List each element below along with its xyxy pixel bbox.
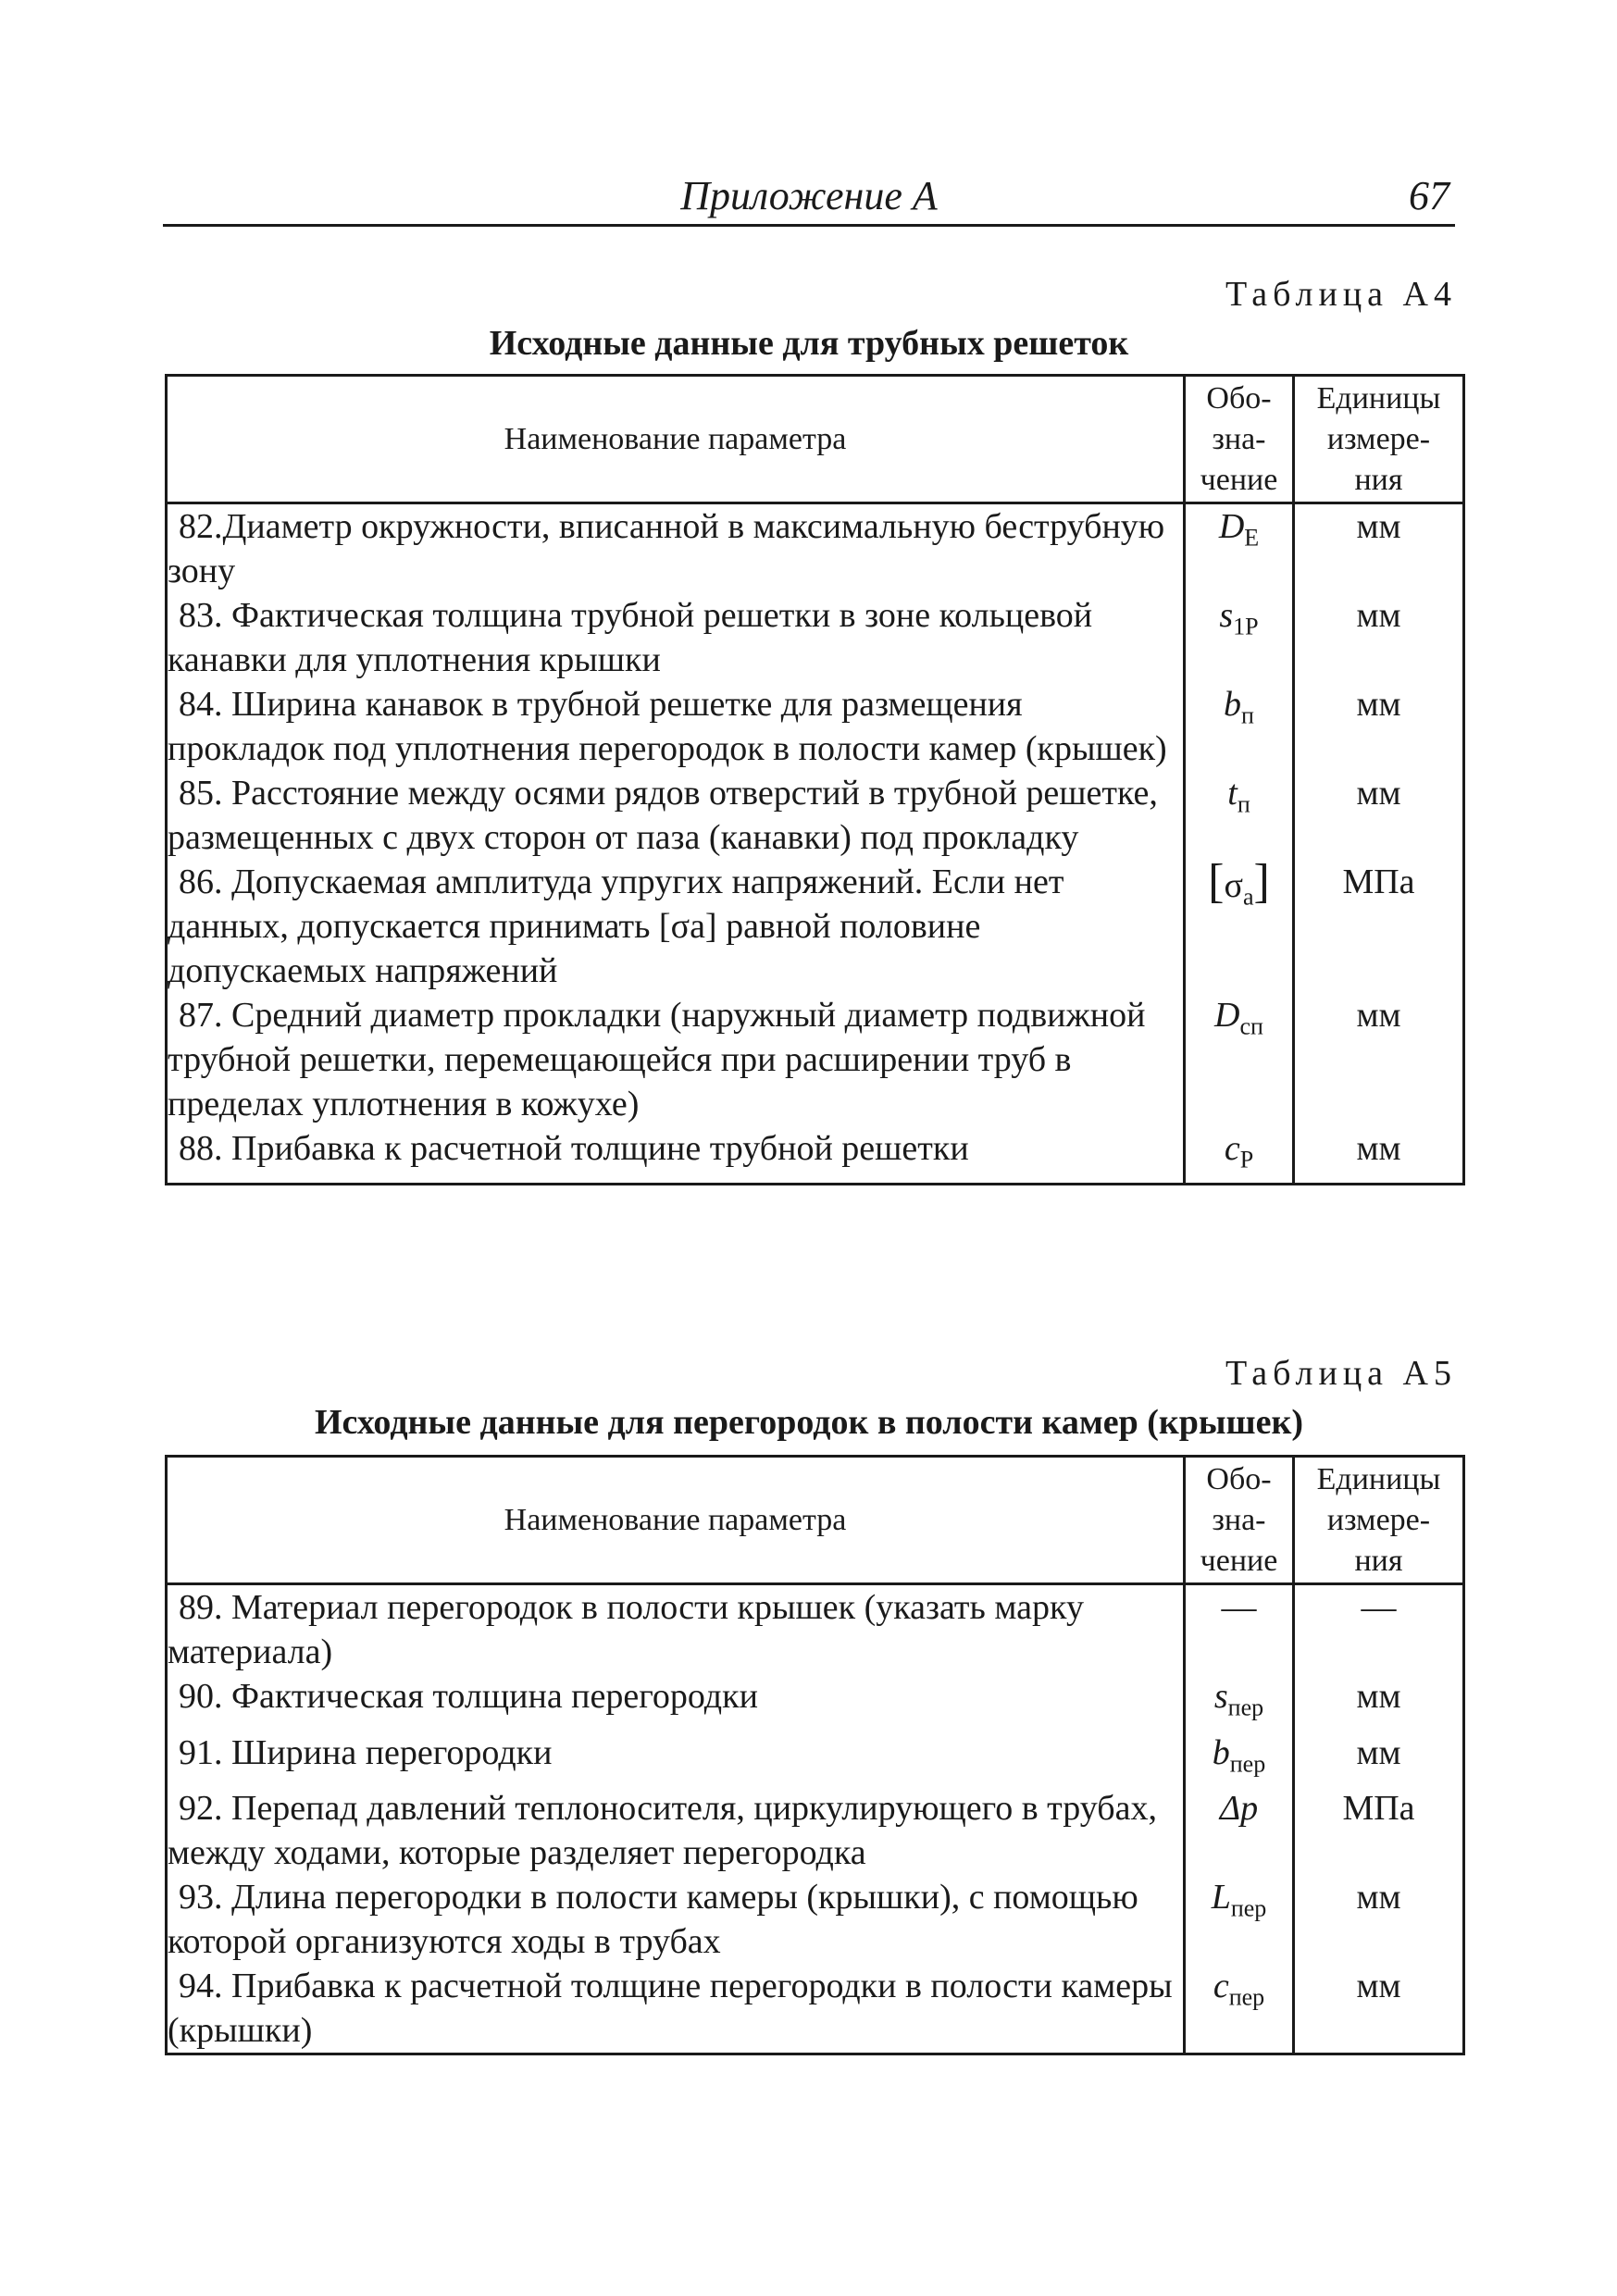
- parameter-name: 85. Расстояние между осями рядов отверстий в трубной решетке, размещенных с двух сторон от паза (канавки) под прокладку: [167, 771, 1185, 860]
- parameter-unit: мм: [1294, 1964, 1464, 2054]
- column-header-unit: Единицы измере- ния: [1294, 1457, 1464, 1584]
- parameter-name: 93. Длина перегородки в полости камеры (крышки), с помощью которой организуются ходы в трубах: [167, 1875, 1185, 1964]
- parameter-name: 86. Допускаемая амплитуда упругих напряжений. Если нет данных, допускается принимать [σа] равной половине допускаемых напряжений: [167, 860, 1185, 993]
- parameter-name: 84. Ширина канавок в трубной решетке для размещения прокладок под уплотнения перегородок в полости камер (крышек): [167, 682, 1185, 771]
- parameter-symbol: $c_Р$: [1185, 1126, 1294, 1184]
- table-a5-title: Исходные данные для перегородок в полости камер (крышек): [314, 1403, 1304, 1442]
- parameter-unit: мм: [1294, 771, 1464, 860]
- running-head-title: Приложение А: [680, 173, 938, 218]
- table-row: [167, 503, 1464, 594]
- parameter-unit: мм: [1294, 1126, 1464, 1184]
- parameter-name: 91. Ширина перегородки: [167, 1731, 1185, 1787]
- parameter-name: 87. Средний диаметр прокладки (наружный диаметр подвижной трубной решетки, перемещающейся при расширении труб в пределах уплотнения в кожухе): [167, 993, 1185, 1126]
- parameter-symbol: $s_{1Р}$: [1185, 593, 1294, 682]
- parameter-symbol: $b_п$: [1185, 682, 1294, 771]
- parameter-symbol: $c_{пер}$: [1185, 1964, 1294, 2054]
- parameter-name: 90. Фактическая толщина перегородки: [167, 1674, 1185, 1731]
- parameter-unit: МПа: [1294, 1786, 1464, 1875]
- table-row: [167, 1674, 1464, 1731]
- parameter-symbol: Δp: [1185, 1786, 1294, 1875]
- parameter-unit: мм: [1294, 1875, 1464, 1964]
- table-a4: [165, 374, 1465, 1185]
- table-row: [167, 1731, 1464, 1787]
- table-row: [167, 1786, 1464, 1875]
- parameter-symbol: $D_Е$: [1185, 503, 1294, 594]
- table-row: [167, 771, 1464, 860]
- parameter-name: 82.Диаметр окружности, вписанной в максимальную беструбную зону: [167, 503, 1185, 594]
- parameter-unit: МПа: [1294, 860, 1464, 993]
- parameter-unit: мм: [1294, 1674, 1464, 1731]
- table-a4-label: Таблица А4: [1225, 275, 1457, 314]
- parameter-unit: мм: [1294, 503, 1464, 594]
- table-a5-label: Таблица А5: [1225, 1354, 1457, 1393]
- column-header-symbol: Обо- зна- чение: [1185, 376, 1294, 503]
- parameter-name: 92. Перепад давлений теплоносителя, циркулирующего в трубах, между ходами, которые разделяет перегородка: [167, 1786, 1185, 1875]
- table-row: [167, 593, 1464, 682]
- running-head: [163, 172, 1455, 227]
- parameter-symbol: $L_{пер}$: [1185, 1875, 1294, 1964]
- parameter-symbol: $s_{пер}$: [1185, 1674, 1294, 1731]
- parameter-symbol: $b_{пер}$: [1185, 1731, 1294, 1787]
- table-a4-title: Исходные данные для трубных решеток: [489, 324, 1129, 363]
- parameter-unit: мм: [1294, 682, 1464, 771]
- table-a5: [165, 1455, 1465, 2055]
- parameter-symbol: $t_п$: [1185, 771, 1294, 860]
- parameter-unit: —: [1294, 1584, 1464, 1675]
- parameter-unit: мм: [1294, 993, 1464, 1126]
- parameter-name: 88. Прибавка к расчетной толщине трубной решетки: [167, 1126, 1185, 1184]
- column-header-name: Наименование параметра: [167, 376, 1185, 503]
- parameter-symbol: —: [1185, 1584, 1294, 1675]
- parameter-name: 94. Прибавка к расчетной толщине перегородки в полости камеры (крышки): [167, 1964, 1185, 2054]
- parameter-unit: мм: [1294, 593, 1464, 682]
- parameter-name: 83. Фактическая толщина трубной решетки в зоне кольцевой канавки для уплотнения крышки: [167, 593, 1185, 682]
- table-row: [167, 860, 1464, 993]
- table-row: [167, 682, 1464, 771]
- table-row: [167, 1126, 1464, 1184]
- column-header-name: Наименование параметра: [167, 1457, 1185, 1584]
- parameter-unit: мм: [1294, 1731, 1464, 1787]
- page-number: 67: [1409, 173, 1449, 218]
- parameter-symbol: $[\sigma_а]$: [1185, 860, 1294, 993]
- column-header-symbol: Обо- зна- чение: [1185, 1457, 1294, 1584]
- table-row: [167, 1875, 1464, 1964]
- table-row: [167, 1584, 1464, 1675]
- parameter-name: 89. Материал перегородок в полости крышек (указать марку материала): [167, 1584, 1185, 1675]
- table-row: [167, 1964, 1464, 2054]
- column-header-unit: Единицы измере- ния: [1294, 376, 1464, 503]
- parameter-symbol: $D_{сп}$: [1185, 993, 1294, 1126]
- table-row: [167, 993, 1464, 1126]
